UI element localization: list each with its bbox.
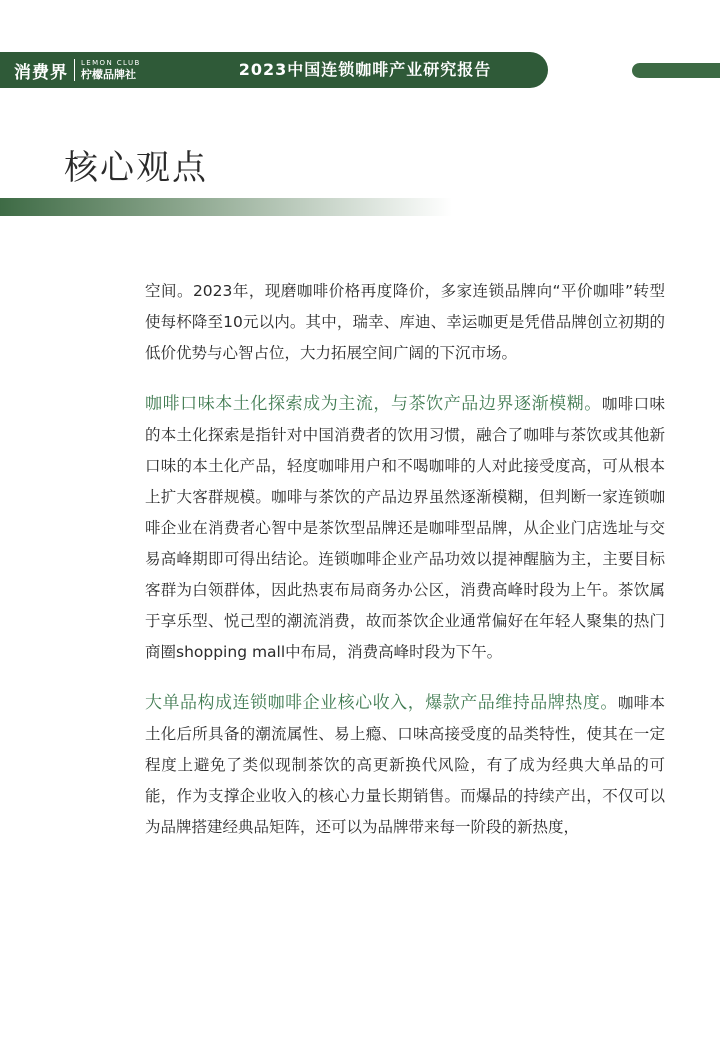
header-accent-bar [632,63,720,78]
brand-stack [81,60,141,80]
section-title: 核心观点 [64,148,208,188]
brand-logo [14,56,141,84]
brand-name: 消费界 [14,62,68,83]
brand-subtitle: 柠檬品牌社 [81,68,136,81]
brand-english: LEMON CLUB [81,59,141,67]
heading-underline-bar [0,198,452,216]
paragraph-3-lead: 大单品构成连锁咖啡企业核心收入，爆款产品维持品牌热度。 [145,693,618,713]
paragraph-3 [145,688,665,843]
report-title: 2023中国连锁咖啡产业研究报告 [238,60,492,79]
main-content [145,276,665,843]
brand-divider [74,59,75,81]
paragraph-3-body: 咖啡本土化后所具备的潮流属性、易上瘾、口味高接受度的品类特性，使其在一定程度上避免了类似现制茶饮的高更新换代风险，有了成为经典大单品的可能，作为支撑企业收入的核心力量长期销售。而爆品的持续产出，不仅可以为品牌搭建经典品矩阵，还可以为品牌带来每一阶段的新热度， [145,694,665,836]
paragraph-gap [145,668,665,688]
paragraph-gap [145,369,665,389]
paragraph-2-lead: 咖啡口味本土化探索成为主流，与茶饮产品边界逐渐模糊。 [145,394,602,414]
paragraph-2 [145,389,665,668]
paragraph-2-body: 咖啡口味的本土化探索是指针对中国消费者的饮用习惯，融合了咖啡与茶饮或其他新口味的本土化产品，轻度咖啡用户和不喝咖啡的人对此接受度高，可从根本上扩大客群规模。咖啡与茶饮的产品边界虽然逐渐模糊，但判断一家连锁咖啡企业在消费者心智中是茶饮型品牌还是咖啡型品牌，从企业门店选址与交易高峰期即可得出结论。连锁咖啡企业产品功效以提神醒脑为主，主要目标客群为白领群体，因此热衷布局商务办公区，消费高峰时段为上午。茶饮属于享乐型、悦己型的潮流消费，故而茶饮企业通常偏好在年轻人聚集的热门商圈shopping mall中布局，消费高峰时段为下午。 [145,395,665,661]
paragraph-1: 空间。2023年，现磨咖啡价格再度降价，多家连锁品牌向“平价咖啡”转型使每杯降至10元以内。其中，瑞幸、库迪、幸运咖更是凭借品牌创立初期的低价优势与心智占位，大力拓展空间广阔的下沉市场。 [145,282,665,362]
